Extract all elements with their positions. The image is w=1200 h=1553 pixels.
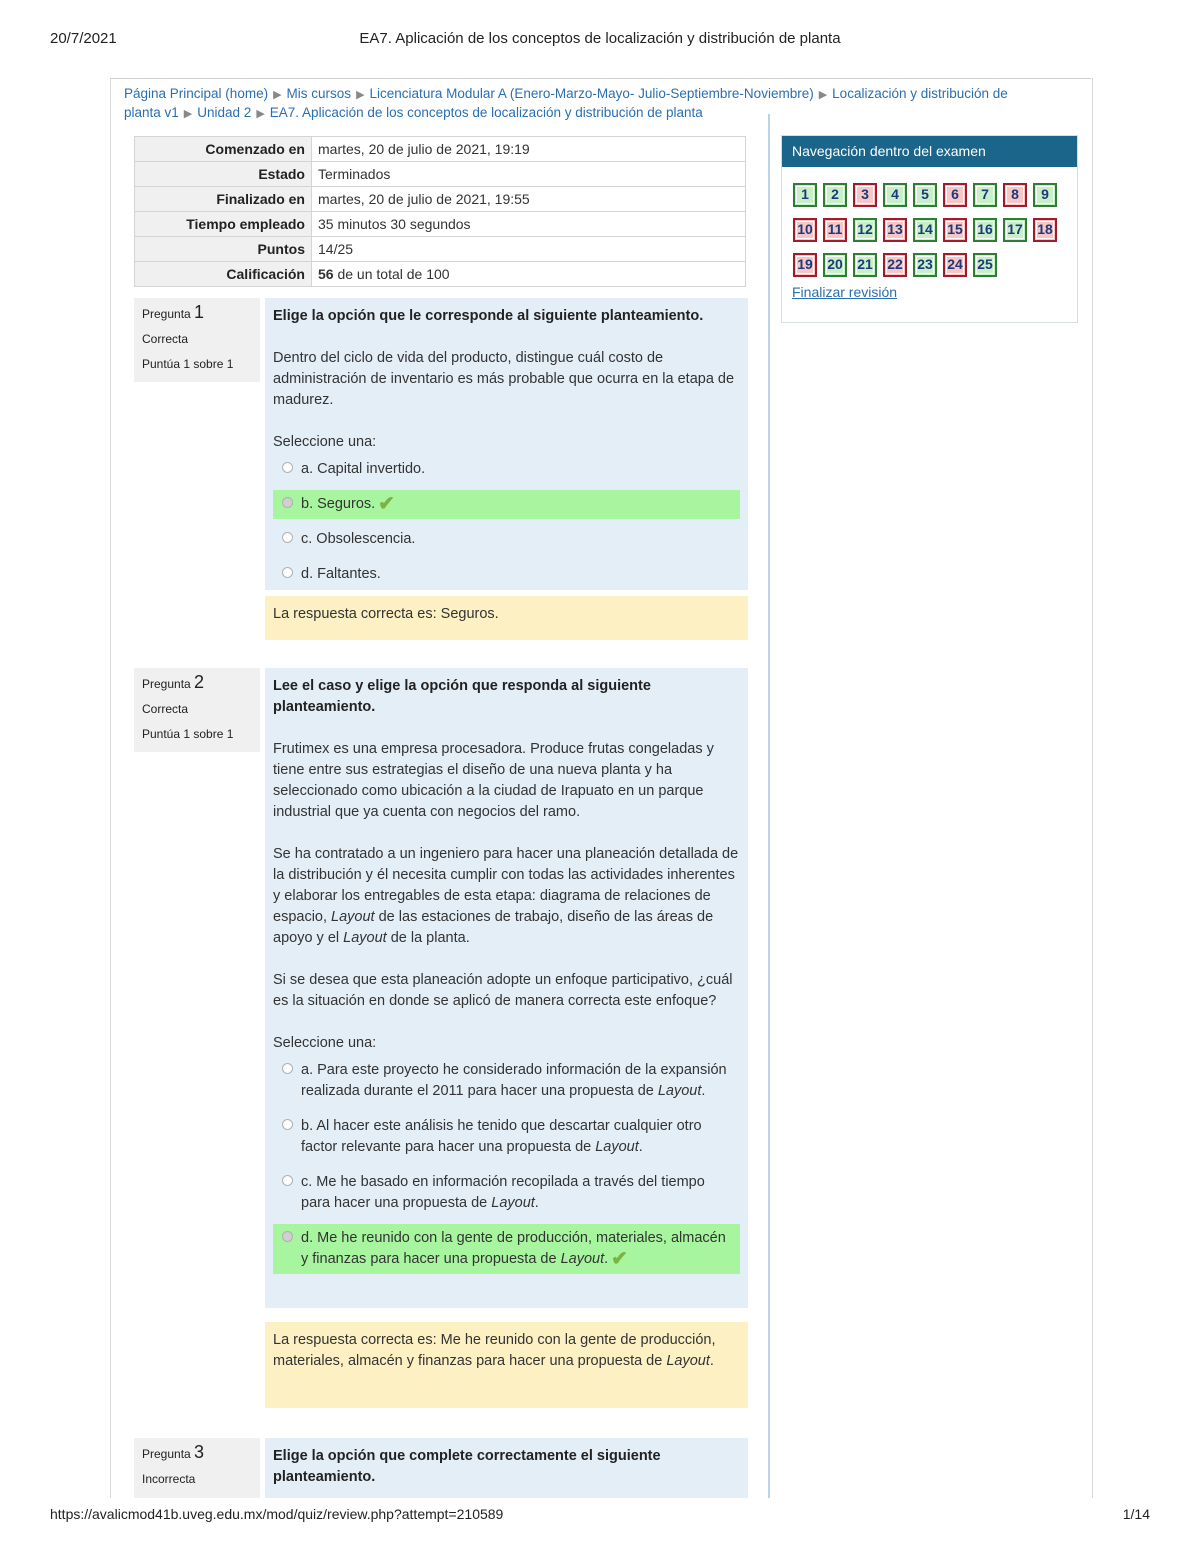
question-prefix: Pregunta: [142, 677, 191, 691]
question-text: Dentro del ciclo de vida del producto, distingue cuál costo de administración de inventario es más probable que ocurra en la etapa de madurez.: [273, 350, 735, 408]
summary-row-points: [135, 237, 746, 262]
summary-label: Comenzado en: [135, 137, 312, 162]
feedback-text: La respuesta correcta es: Seguros.: [273, 606, 499, 622]
radio-button[interactable]: [282, 1231, 293, 1242]
summary-value: Terminados: [312, 162, 746, 187]
breadcrumb-separator-icon: ▶: [183, 108, 193, 120]
question-text: Si se desea que esta planeación adopte un enfoque participativo, ¿cuál es la situación en donde se aplicó de manera correcta este enfoque?: [273, 972, 733, 1009]
answer-text: d. Faltantes.: [301, 566, 381, 582]
grade-total: de un total de 100: [333, 266, 450, 282]
print-page-number: 1/14: [1122, 1506, 1150, 1522]
quiz-nav-button-18[interactable]: 18: [1033, 218, 1057, 242]
answer-text: c. Me he basado en información recopilada a través del tiempo para hacer una propuesta de: [301, 1174, 705, 1211]
print-url: https://avalicmod41b.uveg.edu.mx/mod/quiz/review.php?attempt=210589: [50, 1506, 504, 1522]
question-status: Incorrecta: [142, 1472, 196, 1486]
breadcrumb: [124, 85, 1024, 120]
answer-option-c[interactable]: c. Me he basado en información recopilada a través del tiempo para hacer una propuesta de Layout.: [273, 1168, 740, 1218]
question-number: 1: [194, 302, 205, 322]
quiz-nav-button-21[interactable]: 21: [853, 253, 877, 277]
answer-text: b. Al hacer este análisis he tenido que descartar cualquier otro factor relevante para hacer una propuesta de: [301, 1118, 702, 1155]
question-content: [265, 1438, 748, 1498]
breadcrumb-my-courses[interactable]: Mis cursos: [286, 86, 352, 101]
answer-option-b[interactable]: b. Al hacer este análisis he tenido que descartar cualquier otro factor relevante para hacer una propuesta de Layout.: [273, 1112, 740, 1162]
quiz-nav-button-16[interactable]: 16: [973, 218, 997, 242]
breadcrumb-separator-icon: ▶: [273, 89, 282, 101]
quiz-nav-button-3[interactable]: 3: [853, 183, 877, 207]
quiz-nav-button-19[interactable]: 19: [793, 253, 817, 277]
radio-button[interactable]: [282, 567, 293, 578]
quiz-nav-button-13[interactable]: 13: [883, 218, 907, 242]
quiz-nav-button-2[interactable]: 2: [823, 183, 847, 207]
print-header: [50, 30, 1150, 50]
radio-button[interactable]: [282, 1175, 293, 1186]
summary-label: Calificación: [135, 262, 312, 287]
summary-row-grade: [135, 262, 746, 287]
summary-value: 35 minutos 30 segundos: [312, 212, 746, 237]
feedback-text: La respuesta correcta es: Me he reunido con la gente de producción, materiales, almacén y finanzas para hacer una propuesta de: [273, 1332, 716, 1369]
summary-row-state: [135, 162, 746, 187]
feedback-box: [265, 596, 748, 640]
answer-option-d[interactable]: d. Me he reunido con la gente de producción, materiales, almacén y finanzas para hacer una propuesta de Layout. ✔: [273, 1224, 740, 1274]
breadcrumb-unit[interactable]: Unidad 2: [197, 105, 252, 120]
summary-row-time: [135, 212, 746, 237]
answer-prompt: Seleccione una:: [273, 1035, 377, 1051]
quiz-nav-button-17[interactable]: 17: [1003, 218, 1027, 242]
check-icon: ✔: [378, 493, 395, 515]
summary-value: 14/25: [312, 237, 746, 262]
question-content: [265, 298, 748, 590]
grade-value: 56: [318, 266, 334, 282]
answer-text: a. Capital invertido.: [301, 461, 426, 477]
answer-option-d[interactable]: [273, 560, 740, 589]
summary-value: martes, 20 de julio de 2021, 19:19: [312, 137, 746, 162]
breadcrumb-separator-icon: ▶: [256, 108, 265, 120]
quiz-navigation-title: Navegación dentro del examen: [782, 136, 1077, 167]
answer-option-a[interactable]: a. Para este proyecto he considerado información de la expansión realizada durante el 2011 para hacer una propuesta de Layout.: [273, 1056, 740, 1106]
feedback-box: La respuesta correcta es: Me he reunido con la gente de producción, materiales, almacén y finanzas para hacer una propuesta de Layout.: [265, 1322, 748, 1408]
quiz-nav-button-12[interactable]: 12: [853, 218, 877, 242]
radio-button[interactable]: [282, 1119, 293, 1130]
print-date: 20/7/2021: [50, 30, 117, 47]
question-1: [134, 298, 748, 640]
attempt-summary-table: [134, 136, 746, 287]
quiz-nav-button-5[interactable]: 5: [913, 183, 937, 207]
summary-label: Estado: [135, 162, 312, 187]
question-number: 2: [194, 672, 205, 692]
quiz-nav-button-1[interactable]: 1: [793, 183, 817, 207]
quiz-nav-button-4[interactable]: 4: [883, 183, 907, 207]
quiz-nav-button-6[interactable]: 6: [943, 183, 967, 207]
sidebar-divider: [768, 114, 770, 1498]
question-title: Elige la opción que complete correctamente el siguiente planteamiento.: [273, 1448, 661, 1485]
answer-option-c[interactable]: [273, 525, 740, 554]
print-footer: [50, 1506, 1150, 1526]
finish-review-link[interactable]: Finalizar revisión: [792, 284, 898, 300]
answer-text: a. Para este proyecto he considerado información de la expansión realizada durante el 2011 para hacer una propuesta de: [301, 1062, 727, 1099]
answer-text: d. Me he reunido con la gente de producción, materiales, almacén y finanzas para hacer una propuesta de: [301, 1230, 726, 1267]
quiz-nav-button-11[interactable]: 11: [823, 218, 847, 242]
question-prefix: Pregunta: [142, 1447, 191, 1461]
question-status: Correcta: [142, 702, 189, 716]
answer-text: c. Obsolescencia.: [301, 531, 416, 547]
quiz-nav-button-22[interactable]: 22: [883, 253, 907, 277]
breadcrumb-course[interactable]: Localización y distribución de planta v1: [124, 86, 1008, 120]
summary-label: Tiempo empleado: [135, 212, 312, 237]
quiz-nav-button-9[interactable]: 9: [1033, 183, 1057, 207]
question-score: Puntúa 1 sobre 1: [142, 727, 234, 741]
quiz-nav-button-14[interactable]: 14: [913, 218, 937, 242]
quiz-nav-button-7[interactable]: 7: [973, 183, 997, 207]
breadcrumb-activity[interactable]: EA7. Aplicación de los conceptos de localización y distribución de planta: [269, 105, 703, 120]
question-2: [134, 668, 748, 1410]
question-prefix: Pregunta: [142, 307, 191, 321]
question-3: [134, 1438, 748, 1498]
question-title: Elige la opción que le corresponde al siguiente planteamiento.: [273, 308, 704, 324]
quiz-nav-button-8[interactable]: 8: [1003, 183, 1027, 207]
answer-option-a[interactable]: [273, 455, 740, 484]
question-title: Lee el caso y elige la opción que responda al siguiente planteamiento.: [273, 678, 651, 715]
question-text: Frutimex es una empresa procesadora. Produce frutas congeladas y tiene entre sus estrategias el diseño de una nueva planta y ha seleccionado como ubicación a la ciudad de Irapuato en un parque industrial que ya cuenta con negocios del ramo.: [273, 741, 714, 820]
answer-prompt: Seleccione una:: [273, 434, 377, 450]
breadcrumb-home[interactable]: Página Principal (home): [124, 86, 269, 101]
question-status: Correcta: [142, 332, 189, 346]
radio-button[interactable]: [282, 497, 293, 508]
quiz-nav-button-23[interactable]: 23: [913, 253, 937, 277]
summary-value: martes, 20 de julio de 2021, 19:55: [312, 187, 746, 212]
quiz-nav-button-20[interactable]: 20: [823, 253, 847, 277]
check-icon: ✔: [611, 1248, 628, 1270]
quiz-nav-button-15[interactable]: 15: [943, 218, 967, 242]
summary-row-finished: [135, 187, 746, 212]
quiz-nav-button-10[interactable]: 10: [793, 218, 817, 242]
quiz-nav-button-24[interactable]: 24: [943, 253, 967, 277]
question-content: [265, 668, 748, 1308]
answer-option-b[interactable]: [273, 490, 740, 519]
question-score: Puntúa 1 sobre 1: [142, 357, 234, 371]
quiz-navigation-block: [781, 135, 1078, 323]
question-info: [134, 1438, 260, 1498]
question-number: 3: [194, 1442, 205, 1462]
question-info: [134, 668, 260, 752]
question-info: [134, 298, 260, 382]
answer-text: b. Seguros.: [301, 496, 376, 512]
radio-button[interactable]: [282, 1063, 293, 1074]
breadcrumb-separator-icon: ▶: [356, 89, 365, 101]
summary-row-started: [135, 137, 746, 162]
summary-label: Puntos: [135, 237, 312, 262]
radio-button[interactable]: [282, 532, 293, 543]
quiz-nav-button-25[interactable]: 25: [973, 253, 997, 277]
radio-button[interactable]: [282, 462, 293, 473]
print-title: EA7. Aplicación de los conceptos de localización y distribución de planta: [359, 30, 841, 47]
question-text: Se ha contratado a un ingeniero para hacer una planeación detallada de la distribución y él necesita cumplir con todas las actividades inherentes y elaborar los entregables de esta etapa: diagrama de relaciones de espacio, Layout de las estaciones de trabajo, diseño de las áreas de apoyo y el Layout de la planta.: [273, 846, 739, 946]
breadcrumb-separator-icon: ▶: [818, 89, 828, 101]
breadcrumb-program[interactable]: Licenciatura Modular A (Enero-Marzo-Mayo- Julio-Septiembre-Noviembre): [369, 86, 814, 101]
summary-value: [312, 262, 746, 287]
summary-label: Finalizado en: [135, 187, 312, 212]
